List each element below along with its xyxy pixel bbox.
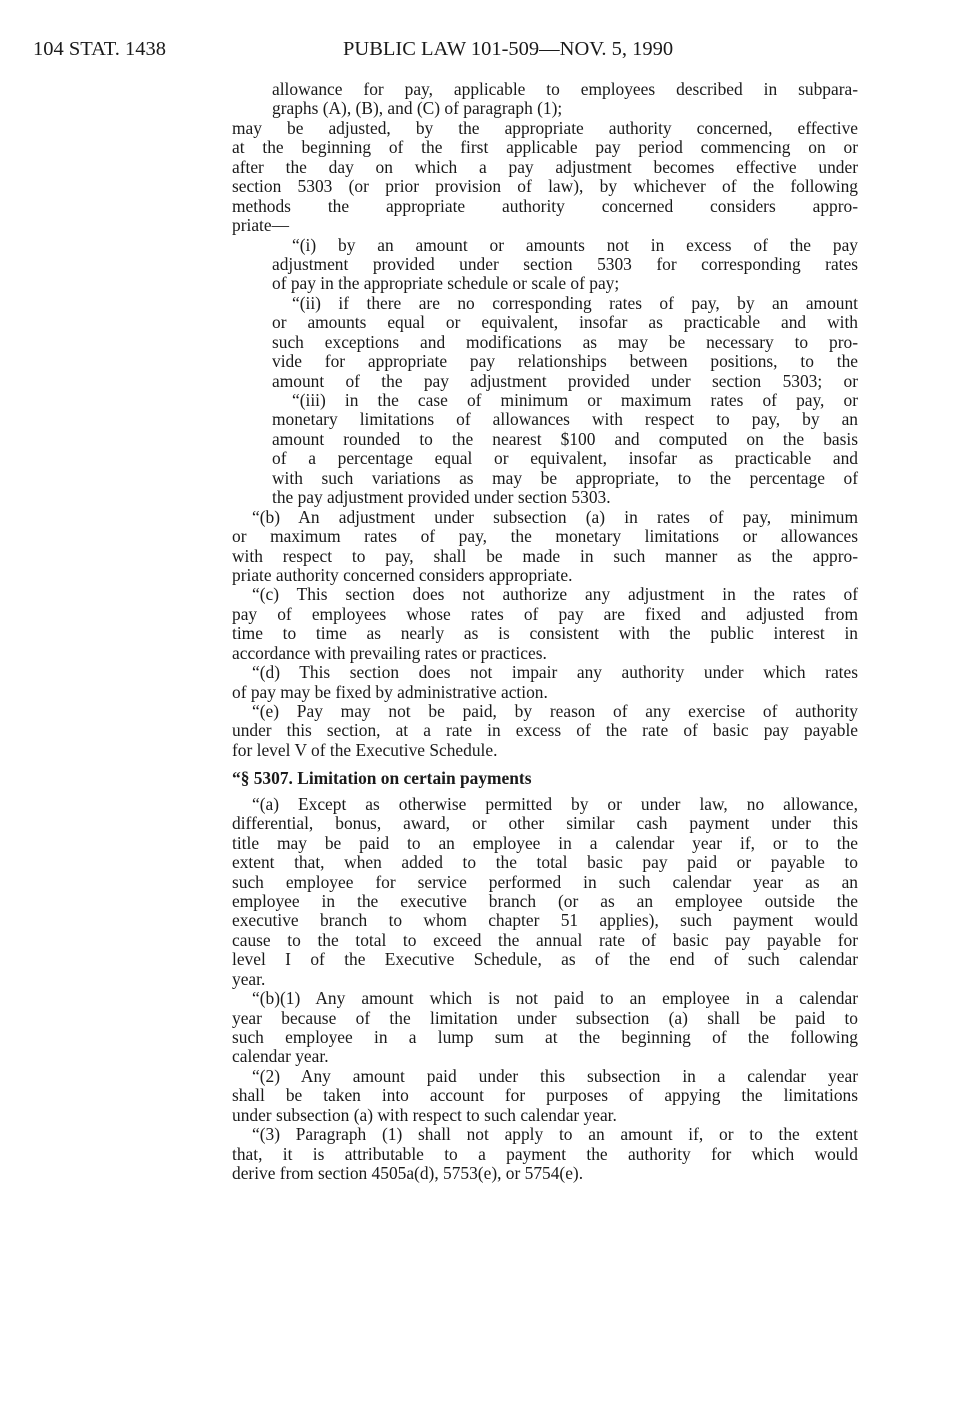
text-line: executive branch to whom chapter 51 applies), such payment would xyxy=(232,910,858,931)
text-line: methods the appropriate authority concerned considers appro- xyxy=(232,195,858,216)
text-line: priate authority concerned considers appropriate. xyxy=(232,564,573,585)
document-body xyxy=(232,80,858,1184)
text-line: with respect to pay, shall be made in such manner as the appro- xyxy=(232,545,858,566)
text-line: such employee in a lump sum at the beginning of the following xyxy=(232,1027,858,1047)
text-line: with such variations as may be appropriate, to the percentage of xyxy=(272,467,858,488)
text-line: “(c) This section does not authorize any adjustment in the rates of xyxy=(252,584,858,605)
text-line: employee in the executive branch (or as an employee outside the xyxy=(232,890,858,911)
text-line: year. xyxy=(232,968,266,989)
text-line: such exceptions and modifications as may be necessary to pro- xyxy=(272,331,858,352)
text-line: “(b) An adjustment under subsection (a) in rates of pay, minimum xyxy=(252,506,858,527)
text-line: “(d) This section does not impair any authority under which rates xyxy=(252,662,858,683)
text-line: that, it is attributable to a payment the authority for which would xyxy=(232,1143,858,1164)
text-line: under subsection (a) with respect to such calendar year. xyxy=(232,1104,617,1125)
public-law-citation: PUBLIC LAW 101-509—NOV. 5, 1990 xyxy=(343,38,674,60)
text-line: may be adjusted, by the appropriate authority concerned, effective xyxy=(232,117,858,138)
section-heading: “§ 5307. Limitation on certain payments xyxy=(232,768,532,789)
text-line: “(e) Pay may not be paid, by reason of any exercise of authority xyxy=(252,701,858,721)
text-line: at the beginning of the first applicable pay period commencing on or xyxy=(232,137,858,158)
text-line: differential, bonus, award, or other similar cash payment under this xyxy=(232,813,858,834)
text-line: monetary limitations of allowances with respect to pay, by an xyxy=(272,409,858,430)
text-line: “(a) Except as otherwise permitted by or under law, no allowance, xyxy=(252,793,858,814)
text-line: of a percentage equal or equivalent, insofar as practicable and xyxy=(272,448,858,469)
text-line: allowance for pay, applicable to employees described in subpara- xyxy=(272,79,858,99)
text-line: amount of the pay adjustment provided under section 5303; or xyxy=(272,370,858,391)
text-line: “(3) Paragraph (1) shall not apply to an amount if, or to the extent xyxy=(252,1124,858,1145)
text-line: “(i) by an amount or amounts not in excess of the pay xyxy=(292,234,858,255)
text-line: under this section, at a rate in excess of the rate of basic pay payable xyxy=(232,720,858,741)
text-line: extent that, when added to the total basic pay paid or payable to xyxy=(232,852,858,873)
text-line: section 5303 (or prior provision of law), by whichever of the following xyxy=(232,176,858,197)
text-line: for level V of the Executive Schedule. xyxy=(232,739,498,760)
text-line: vide for appropriate pay relationships between positions, to the xyxy=(272,351,858,372)
text-line: the pay adjustment provided under section 5303. xyxy=(272,487,611,508)
stat-page-number: 104 STAT. 1438 xyxy=(33,38,166,60)
text-line: calendar year. xyxy=(232,1046,329,1067)
text-line: “(ii) if there are no corresponding rates of pay, by an amount xyxy=(292,292,858,313)
text-line: of pay may be fixed by administrative action. xyxy=(232,681,548,702)
text-line: after the day on which a pay adjustment becomes effective under xyxy=(232,156,858,177)
text-line: graphs (A), (B), and (C) of paragraph (1); xyxy=(272,98,563,119)
text-line: of pay in the appropriate schedule or scale of pay; xyxy=(272,273,620,294)
text-line: amount rounded to the nearest $100 and computed on the basis xyxy=(272,428,858,449)
text-line: derive from section 4505a(d), 5753(e), or 5754(e). xyxy=(232,1163,584,1184)
text-line: time to time as nearly as is consistent with the public interest in xyxy=(232,623,858,644)
text-line: “(b)(1) Any amount which is not paid to an employee in a calendar xyxy=(252,988,858,1009)
text-line: or maximum rates of pay, the monetary limitations or allowances xyxy=(232,526,858,547)
text-line: shall be taken into account for purposes of appying the limitations xyxy=(232,1085,858,1106)
text-line: cause to the total to exceed the annual rate of basic pay payable for xyxy=(232,929,858,950)
text-line: title may be paid to an employee in a calendar year if, or to the xyxy=(232,832,858,853)
text-line: “(iii) in the case of minimum or maximum rates of pay, or xyxy=(292,390,858,410)
text-line: level I of the Executive Schedule, as of the end of such calendar xyxy=(232,949,858,970)
text-line: accordance with prevailing rates or practices. xyxy=(232,642,547,663)
text-line: pay of employees whose rates of pay are fixed and adjusted from xyxy=(232,603,858,624)
text-line: “(2) Any amount paid under this subsection in a calendar year xyxy=(252,1065,858,1086)
text-line: or amounts equal or equivalent, insofar as practicable and with xyxy=(272,312,858,333)
text-line: year because of the limitation under subsection (a) shall be paid to xyxy=(232,1007,858,1028)
page-header xyxy=(33,38,913,62)
text-line: adjustment provided under section 5303 for corresponding rates xyxy=(272,253,858,274)
text-line: priate— xyxy=(232,215,289,236)
text-line: such employee for service performed in such calendar year as an xyxy=(232,871,858,892)
